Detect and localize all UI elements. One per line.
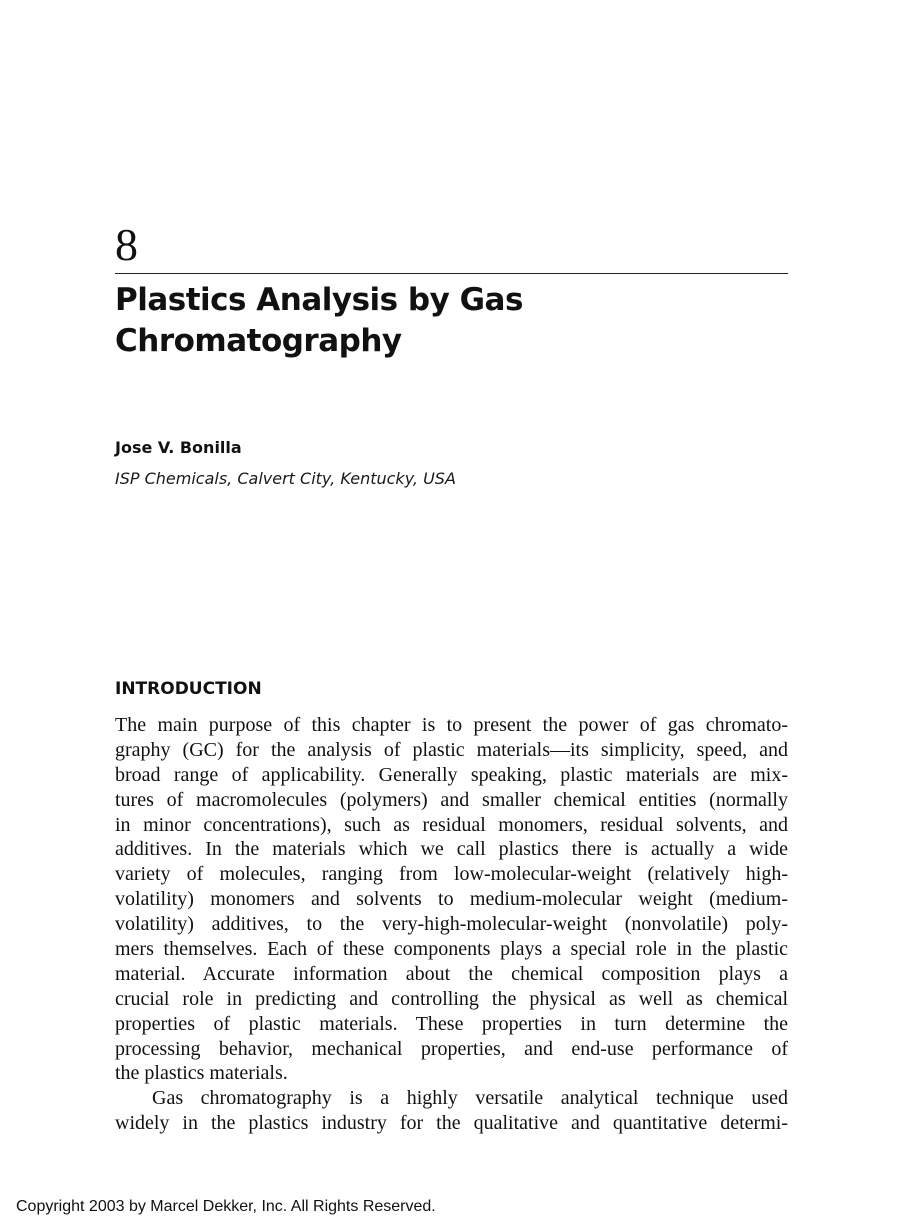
body-line: broad range of applicability. Generally speaking, plastic materials are mix- — [115, 763, 788, 786]
body-line: material. Accurate information about the chemical composition plays a — [115, 962, 788, 985]
chapter-title-line: Chromatography — [115, 323, 402, 359]
body-line: additives. In the materials which we call plastics there is actually a wide — [115, 838, 788, 861]
body-line: The main purpose of this chapter is to present the power of gas chromato- — [115, 714, 788, 736]
section-heading: INTRODUCTION — [115, 679, 262, 699]
body-line: processing behavior, mechanical properties, and end-use performance of — [115, 1037, 788, 1060]
body-line: Gas chromatography is a highly versatile analytical technique used — [152, 1087, 788, 1110]
chapter-title — [115, 280, 715, 362]
body-text — [115, 713, 788, 1136]
copyright-footer: Copyright 2003 by Marcel Dekker, Inc. All Rights Reserved. — [16, 1198, 436, 1215]
body-line: graphy (GC) for the analysis of plastic materials—its simplicity, speed, and — [115, 738, 788, 761]
body-line: tures of macromolecules (polymers) and smaller chemical entities (normally — [115, 788, 788, 811]
chapter-title-line: Plastics Analysis by Gas — [115, 282, 523, 318]
body-line: the plastics materials. — [115, 1062, 288, 1085]
chapter-rule — [115, 273, 788, 274]
body-line: mers themselves. Each of these components plays a special role in the plastic — [115, 938, 788, 961]
author-name: Jose V. Bonilla — [115, 438, 242, 457]
chapter-number: 8 — [115, 219, 138, 270]
body-line: variety of molecules, ranging from low-molecular-weight (relatively high- — [115, 863, 788, 886]
body-line: crucial role in predicting and controlling the physical as well as chemical — [115, 987, 788, 1010]
author-affiliation: ISP Chemicals, Calvert City, Kentucky, USA — [115, 469, 456, 488]
body-line: properties of plastic materials. These properties in turn determine the — [115, 1012, 788, 1035]
body-line: volatility) additives, to the very-high-molecular-weight (nonvolatile) poly- — [115, 913, 788, 936]
body-line: in minor concentrations), such as residual monomers, residual solvents, and — [115, 813, 788, 836]
body-line: volatility) monomers and solvents to medium-molecular weight (medium- — [115, 888, 788, 911]
body-line: widely in the plastics industry for the qualitative and quantitative determi- — [115, 1112, 788, 1135]
